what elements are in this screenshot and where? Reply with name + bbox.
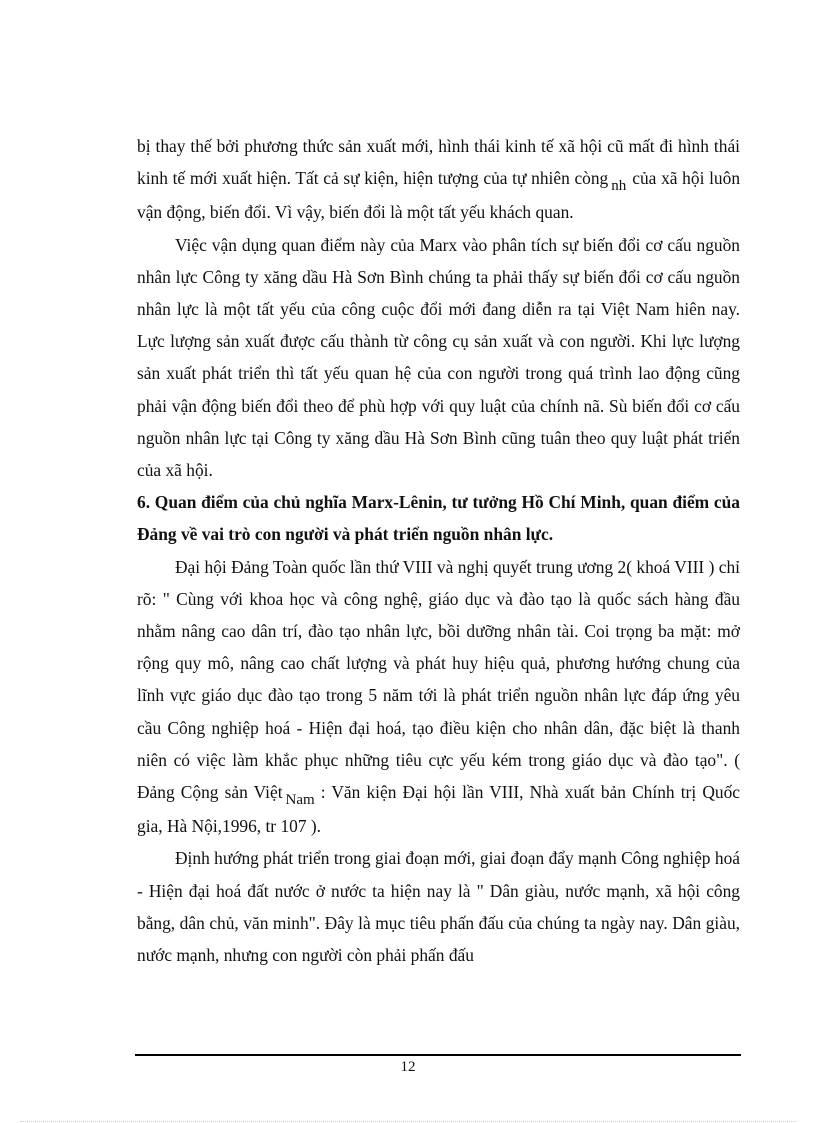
body-text <box>137 130 740 971</box>
page-edge-divider <box>20 1121 796 1122</box>
page-number: 12 <box>400 1059 416 1075</box>
paragraph-text: Đại hội Đảng Toàn quốc lần thứ VIII và nghị quyết trung ương 2( khoá VIII ) chỉ rõ: " Cùng với khoa học và công nghệ, giáo dục và đào tạo là quốc sách hàng đầu nhằm nâng cao dân trí, đào tạo nhân lực, bồi dưỡng nhân tài. Coi trọng ba mặt: mở rộng quy mô, nâng cao chất lượng và phát huy hiệu quả, phương hướng chung của lĩnh vực giáo dục đào tạo trong 5 năm tới là phát triển nguồn nhân lực đáp ứng yêu cầu Công nghiệp hoá - Hiện đại hoá, tạo điều kiện cho nhân dân, đặc biệt là thanh niên có việc làm khắc phục những tiêu cực yếu kém trong giáo dục và đào tạo". ( Đảng Cộng sản Việt <box>137 556 740 803</box>
subscript-fragment: nh <box>611 178 627 195</box>
paragraph-continuation <box>137 130 740 229</box>
paragraph-text: : Văn kiện Đại hội lần VIII, Nhà xuất bản Chính trị Quốc gia, Hà Nội,1996, tr 107 ). <box>137 782 740 837</box>
paragraph-text: bị thay thế bởi phương thức sản xuất mới, hình thái kinh tế xã hội cũ mất đi hình thái kinh tế mới xuất hiện. Tất cả sự kiện, hiện tượng của tự nhiên còng <box>137 136 740 189</box>
paragraph: Định hướng phát triển trong giai đoạn mới, giai đoạn đẩy mạnh Công nghiệp hoá - Hiện đại hoá đất nước ở nước ta hiện nay là " Dân giàu, nước mạnh, xã hội công bằng, dân chủ, văn minh". Đây là mục tiêu phấn đấu của chúng ta ngày nay. Dân giàu, nước mạnh, nhưng con người còn phải phấn đấu <box>137 848 740 966</box>
footer-rule <box>135 1054 741 1056</box>
paragraph-text: của xã hội luôn vận động, biến đổi. Vì vậy, biến đổi là một tất yếu khách quan. <box>137 168 741 223</box>
paragraph: Việc vận dụng quan điểm này của Marx vào phân tích sự biến đổi cơ cấu nguồn nhân lực Công ty xăng dầu Hà Sơn Bình chúng ta phải thấy sự biến đổi cơ cấu nguồn nhân lực là một tất yếu của công cuộc đổi mới đang diễn ra tại Việt Nam hiên nay. Lực lượng sản xuất được cấu thành từ công cụ sản xuất và con người. Khi lực lượng sản xuất phát triển thì tất yếu quan hệ của con người trong quá trình lao động cũng phải vận động biến đổi theo để phù hợp với quy luật của chính nã. Sù biến đổi cơ cấu nguồn nhân lực tại Công ty xăng dầu Hà Sơn Bình cũng tuân theo quy luật phát triển của xã hội. <box>137 234 740 481</box>
paragraph <box>137 551 740 843</box>
subscript-fragment: Nam <box>285 792 315 809</box>
section-heading: 6. Quan điểm của chủ nghĩa Marx-Lênin, tư tưởng Hồ Chí Minh, quan điểm của Đảng về vai trò con người và phát triển nguồn nhân lực. <box>137 492 740 545</box>
